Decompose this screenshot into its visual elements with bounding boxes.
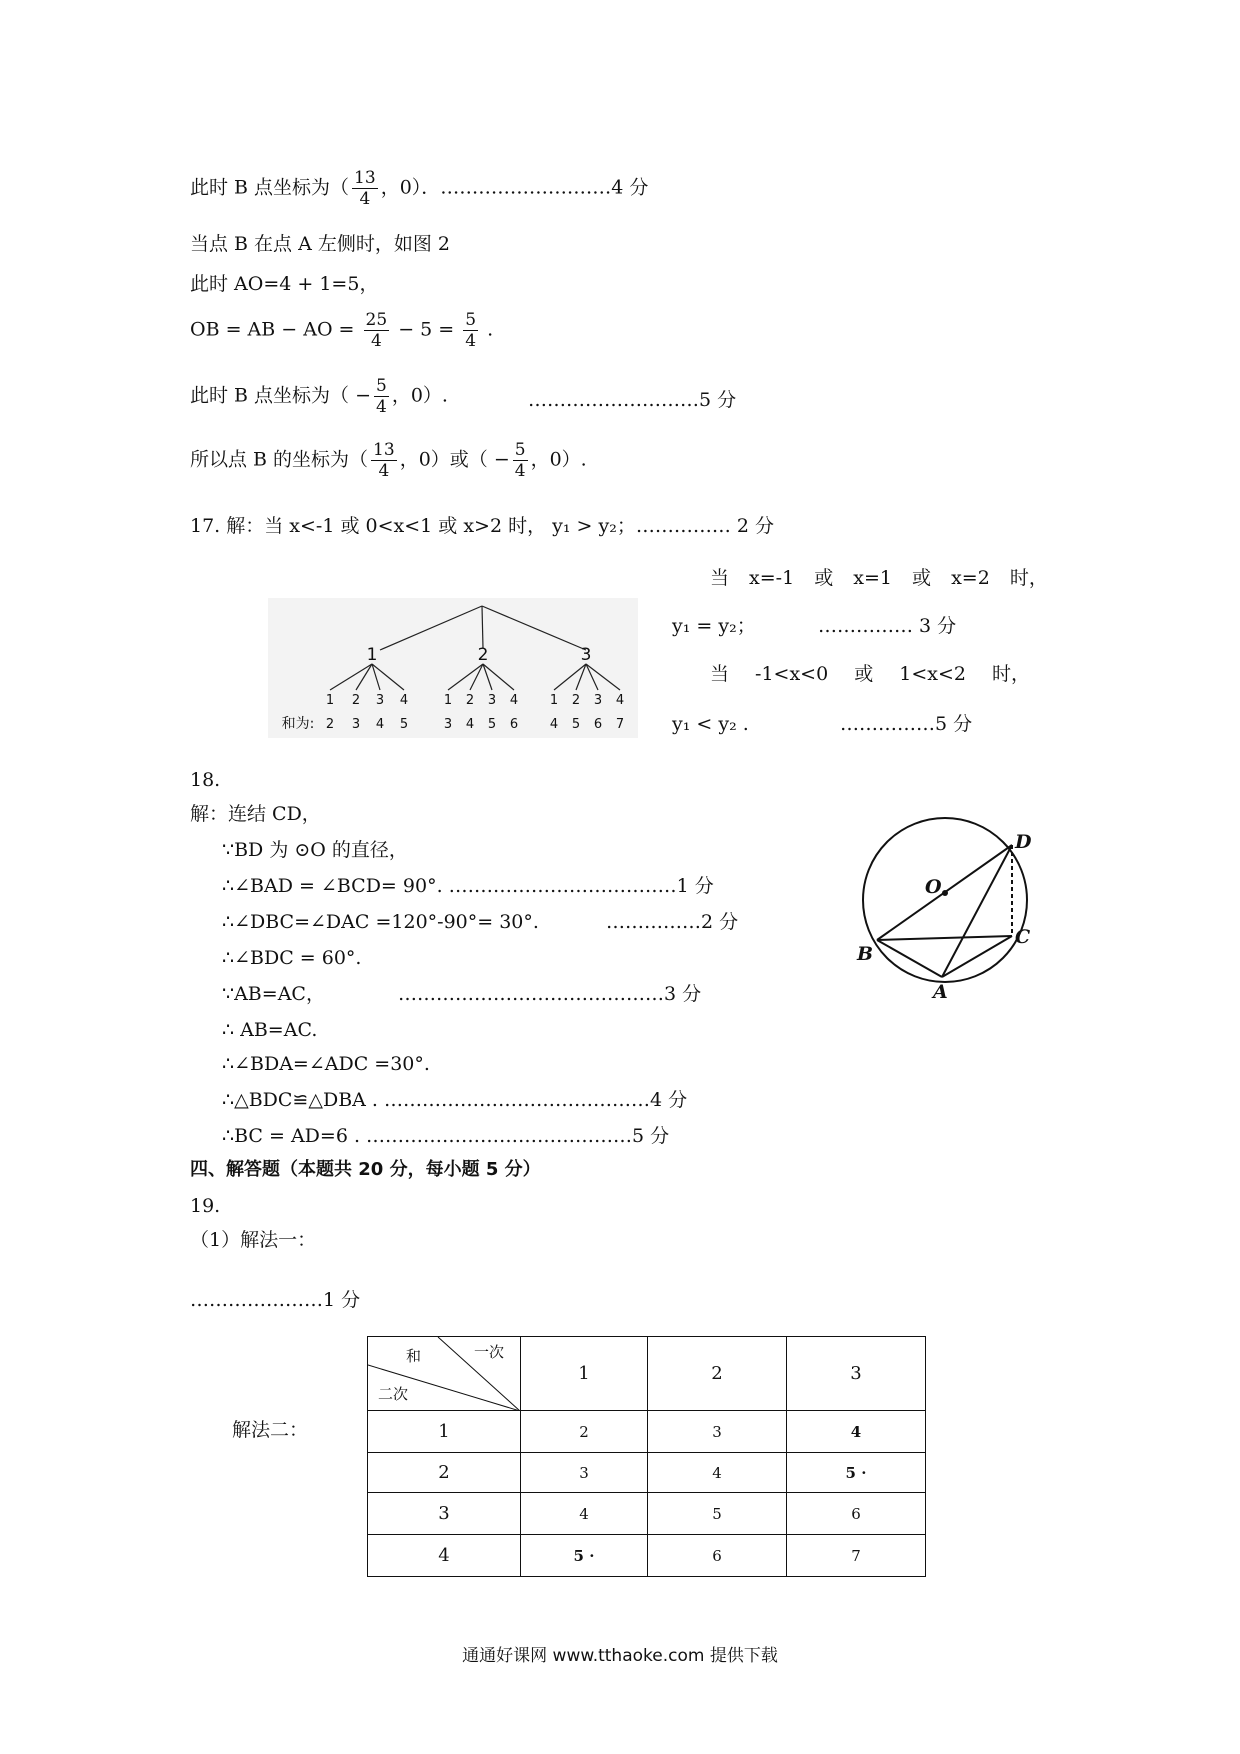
score-5-line: ………………………5 分 bbox=[528, 389, 737, 411]
fraction-13-4: $\frac{13}{4}$ bbox=[354, 168, 376, 209]
tree-sum: 7 bbox=[615, 717, 625, 732]
table-row bbox=[368, 1453, 926, 1493]
table-row bbox=[368, 1411, 926, 1453]
tree-leaf: 3 bbox=[487, 693, 497, 708]
table-cell: 5 bbox=[648, 1493, 787, 1535]
table-cell: 3 bbox=[521, 1453, 648, 1493]
coord-line-2: 此时 B 点坐标为（ − $\frac{5}{4}$ ，0）. bbox=[190, 376, 448, 417]
tree-node-1: 1 bbox=[366, 645, 378, 665]
tree-sum: 3 bbox=[351, 717, 361, 732]
q19-method-2: 解法二： bbox=[232, 1419, 309, 1441]
q18-line-g: ∴ AB=AC. bbox=[222, 1019, 318, 1041]
table-cell: 2 bbox=[521, 1411, 648, 1453]
tree-sum: 3 bbox=[443, 717, 453, 732]
q17-right-4: y₁ < y₂ . bbox=[672, 713, 749, 735]
point-label-d: D bbox=[1015, 831, 1032, 853]
tree-sum: 4 bbox=[465, 717, 475, 732]
q18-line-h: ∴∠BDA=∠ADC =30°. bbox=[222, 1053, 430, 1075]
tree-leaf: 1 bbox=[549, 693, 559, 708]
table-cell: 4 bbox=[521, 1493, 648, 1535]
q18-line-e: ∴∠BDC = 60°. bbox=[222, 947, 362, 969]
col-header-1: 1 bbox=[521, 1337, 648, 1411]
tree-node-2: 2 bbox=[477, 645, 489, 665]
tree-leaf: 2 bbox=[465, 693, 475, 708]
table-cell: 5 · bbox=[787, 1453, 926, 1493]
q18-line-b: ∵BD 为 ⊙O 的直径， bbox=[222, 839, 408, 861]
tree-sum: 5 bbox=[571, 717, 581, 732]
point-label-b: B bbox=[857, 943, 874, 965]
tree-leaf: 2 bbox=[571, 693, 581, 708]
q17-right-1: 当 x=-1 或 x=1 或 x=2 时， bbox=[710, 567, 1048, 589]
fraction-5-4: $\frac{5}{4}$ bbox=[514, 440, 526, 481]
tree-sum: 5 bbox=[487, 717, 497, 732]
row-header: 4 bbox=[368, 1535, 521, 1577]
row-header: 2 bbox=[368, 1453, 521, 1493]
corner-label-sum: 和 bbox=[406, 1347, 422, 1365]
col-header-2: 2 bbox=[648, 1337, 787, 1411]
row-header: 3 bbox=[368, 1493, 521, 1535]
tree-leaf: 4 bbox=[509, 693, 519, 708]
tree-diagram bbox=[268, 598, 638, 738]
q19-number: 19. bbox=[190, 1195, 221, 1217]
q19-score-1: …………………1 分 bbox=[190, 1289, 361, 1311]
q17-right-2: y₁ = y₂； bbox=[672, 615, 756, 637]
table-corner-cell bbox=[368, 1337, 521, 1411]
fraction-5-4: $\frac{5}{4}$ bbox=[465, 310, 477, 351]
tree-sum: 2 bbox=[325, 717, 335, 732]
conclusion-line: 所以点 B 的坐标为（ $\frac{13}{4}$ ，0）或（ − $\frac{5}{4}$ ，0）. bbox=[190, 440, 587, 481]
q18-line-d-score: ……………2 分 bbox=[606, 911, 739, 933]
q18-line-j: ∴BC = AD=6 . ……………………………………5 分 bbox=[222, 1125, 670, 1147]
q18-line-i: ∴△BDC≌△DBA . ……………………………………4 分 bbox=[222, 1089, 688, 1111]
coord-line-1: 此时 B 点坐标为（ $\frac{13}{4}$ ，0）．………………………4 分 bbox=[190, 168, 649, 209]
q19-method-1: （1）解法一： bbox=[190, 1229, 317, 1251]
table-row bbox=[368, 1535, 926, 1577]
q17-right-4-score: ……………5 分 bbox=[840, 713, 973, 735]
tree-leaf: 3 bbox=[375, 693, 385, 708]
q18-line-f-score: ……………………………………3 分 bbox=[398, 983, 702, 1005]
point-label-o: O bbox=[925, 876, 942, 898]
tree-node-3: 3 bbox=[580, 645, 592, 665]
tree-sum: 4 bbox=[549, 717, 559, 732]
sum-table bbox=[367, 1336, 926, 1577]
q18-number: 18. bbox=[190, 769, 221, 791]
tree-leaf: 1 bbox=[325, 693, 335, 708]
table-cell: 4 bbox=[787, 1411, 926, 1453]
row-header: 1 bbox=[368, 1411, 521, 1453]
case-b-left-line: 当点 B 在点 A 左侧时，如图 2 bbox=[190, 233, 450, 255]
table-header-row bbox=[368, 1337, 926, 1411]
q17-line: 17. 解：当 x<-1 或 0<x<1 或 x>2 时， y₁ > y₂；…………… 2 分 bbox=[190, 515, 775, 537]
table-cell: 4 bbox=[648, 1453, 787, 1493]
q18-line-d: ∴∠DBC=∠DAC =120°-90°= 30°. bbox=[222, 911, 539, 933]
table-row bbox=[368, 1493, 926, 1535]
page-footer: 通通好课网 www.tthaoke.com 提供下载 bbox=[462, 1646, 778, 1666]
q17-right-2-score: …………… 3 分 bbox=[818, 615, 957, 637]
tree-leaf: 2 bbox=[351, 693, 361, 708]
point-label-c: C bbox=[1015, 926, 1031, 948]
tree-sum: 6 bbox=[509, 717, 519, 732]
table-cell: 6 bbox=[787, 1493, 926, 1535]
table-cell: 6 bbox=[648, 1535, 787, 1577]
corner-label-second: 二次 bbox=[378, 1385, 409, 1403]
tree-leaf: 1 bbox=[443, 693, 453, 708]
section-4-heading: 四、解答题（本题共 20 分，每小题 5 分） bbox=[190, 1159, 541, 1180]
circle-figure bbox=[855, 815, 1045, 1005]
point-label-a: A bbox=[933, 981, 948, 1003]
table-cell: 3 bbox=[648, 1411, 787, 1453]
table-cell: 7 bbox=[787, 1535, 926, 1577]
q18-line-c: ∴∠BAD = ∠BCD= 90°. ………………………………1 分 bbox=[222, 875, 714, 897]
q17-right-3: 当 -1<x<0 或 1<x<2 时， bbox=[710, 663, 1031, 685]
fraction-5-4: $\frac{5}{4}$ bbox=[376, 376, 387, 417]
tree-sum: 6 bbox=[593, 717, 603, 732]
tree-leaf: 4 bbox=[399, 693, 409, 708]
tree-sum: 5 bbox=[399, 717, 409, 732]
fraction-25-4: $\frac{25}{4}$ bbox=[365, 310, 388, 351]
q18-line-f: ∵AB=AC， bbox=[222, 983, 325, 1005]
col-header-3: 3 bbox=[787, 1337, 926, 1411]
tree-leaf: 4 bbox=[615, 693, 625, 708]
ob-equation-line: OB = AB − AO = $\frac{25}{4}$ − 5 = $\frac{5}{4}$ . bbox=[190, 310, 494, 351]
tree-sum-label: 和为: bbox=[281, 716, 315, 732]
tree-leaf: 3 bbox=[593, 693, 603, 708]
ao-line: 此时 AO=4 + 1=5， bbox=[190, 273, 379, 295]
table-cell: 5 · bbox=[521, 1535, 648, 1577]
q18-line-a: 解：连结 CD， bbox=[190, 803, 321, 825]
corner-label-first: 一次 bbox=[474, 1343, 505, 1361]
tree-sum: 4 bbox=[375, 717, 385, 732]
fraction-13-4: $\frac{13}{4}$ bbox=[373, 440, 395, 481]
